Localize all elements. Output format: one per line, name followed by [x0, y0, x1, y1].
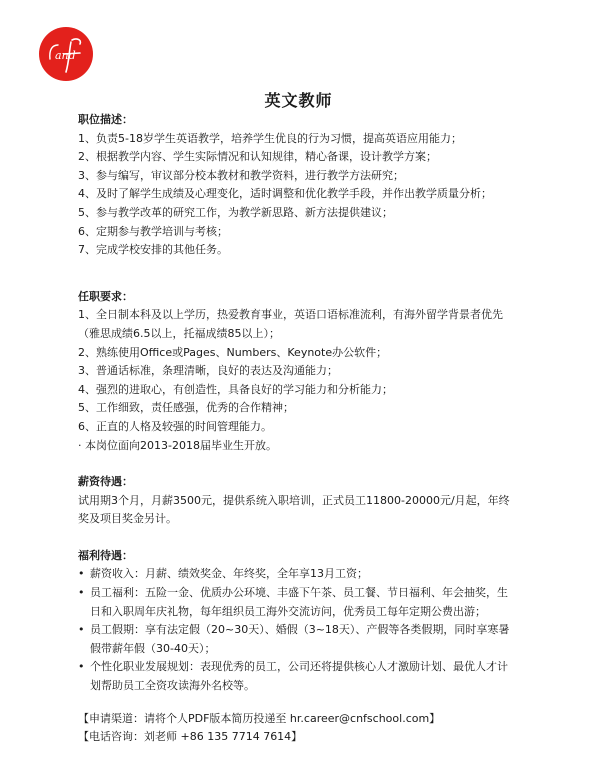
company-logo [38, 26, 94, 82]
benefit-item [78, 565, 518, 584]
duty-item: 7、完成学校安排的其他任务。 [78, 243, 228, 257]
salary-text: 试用期3个月，月薪3500元，提供系统入职培训，正式员工11800-20000元/月起，年终奖及项目奖金另计。 [78, 493, 510, 526]
requirement-item: 5、工作细致，责任感强，优秀的合作精神； [78, 401, 294, 415]
benefit-text: 个性化职业发展规划：表现优秀的员工，公司还将提供核心人才激励计划、最优人才计划帮助员工全资攻读海外名校等。 [90, 660, 508, 693]
requirements-section [78, 288, 518, 455]
duties-heading: 职位描述： [78, 113, 133, 126]
logo-emblem [38, 26, 94, 82]
logo-text: and [55, 49, 76, 62]
duty-item: 3、参与编写，审议部分校本教材和教学资料，进行教学方法研究； [78, 168, 404, 182]
phone-contact: 【电话咨询：刘老师 +86 135 7714 7614】 [78, 730, 303, 744]
requirement-item: 4、强烈的进取心，有创造性，具备良好的学习能力和分析能力； [78, 382, 393, 396]
benefit-text: 员工假期：享有法定假（20~30天）、婚假（3~18天）、产假等各类假期，同时享寒暑假带薪年假（30-40天）； [90, 623, 510, 655]
contact-section [78, 710, 518, 747]
requirement-note: · 本岗位面向2013-2018届毕业生开放。 [78, 438, 277, 452]
job-description-body [78, 111, 518, 747]
benefit-item [78, 658, 518, 695]
duty-item: 5、参与教学改革的研究工作，为教学新思路、新方法提供建议； [78, 205, 393, 219]
salary-section [78, 473, 518, 529]
requirement-item: 3、普通话标准，条理清晰，良好的表达及沟通能力； [78, 364, 338, 378]
benefits-section [78, 547, 518, 696]
benefits-heading: 福利待遇： [78, 548, 133, 562]
requirement-item: 6、正直的人格及较强的时间管理能力。 [78, 419, 272, 433]
duty-item: 1、负责5-18岁学生英语教学，培养学生优良的行为习惯，提高英语应用能力； [78, 131, 462, 145]
section-spacer [78, 529, 518, 547]
section-spacer [78, 696, 518, 710]
benefit-text: 员工福利：五险一金、优质办公环境、丰盛下午茶、员工餐、节日福利、年会抽奖，生日和入职周年庆礼物，每年组织员工海外交流访问，优秀员工每年定期公费出游； [90, 586, 508, 618]
requirements-heading: 任职要求： [78, 289, 133, 303]
benefit-item [78, 584, 518, 621]
apply-channel[interactable]: 【申请渠道：请将个人PDF版本简历投递至 hr.career@cnfschool.com】 [78, 711, 441, 725]
bullet-icon: • [78, 567, 85, 581]
duty-item: 6、定期参与教学培训与考核； [78, 224, 228, 238]
bullet-icon: • [78, 623, 85, 637]
benefit-text: 薪资收入：月薪、绩效奖金、年终奖，全年享13月工资； [90, 567, 368, 581]
section-spacer [78, 260, 518, 288]
section-spacer [78, 455, 518, 473]
duty-item: 4、及时了解学生成绩及心理变化，适时调整和优化教学手段，并作出教学质量分析； [78, 187, 492, 201]
duties-section [78, 111, 518, 260]
benefit-item [78, 621, 518, 658]
page-title: 英文教师 [264, 91, 333, 110]
salary-heading: 薪资待遇： [78, 475, 133, 489]
bullet-icon: • [78, 660, 85, 674]
requirement-item: 2、熟练使用Office或Pages、Numbers、Keynote办公软件； [78, 345, 388, 359]
requirement-item: 1、全日制本科及以上学历，热爱教育事业，英语口语标准流利，有海外留学背景者优先（雅思成绩6.5以上，托福成绩85以上）； [78, 308, 503, 340]
bullet-icon: • [78, 586, 85, 600]
duty-item: 2、根据教学内容、学生实际情况和认知规律，精心备课，设计教学方案； [78, 150, 437, 164]
